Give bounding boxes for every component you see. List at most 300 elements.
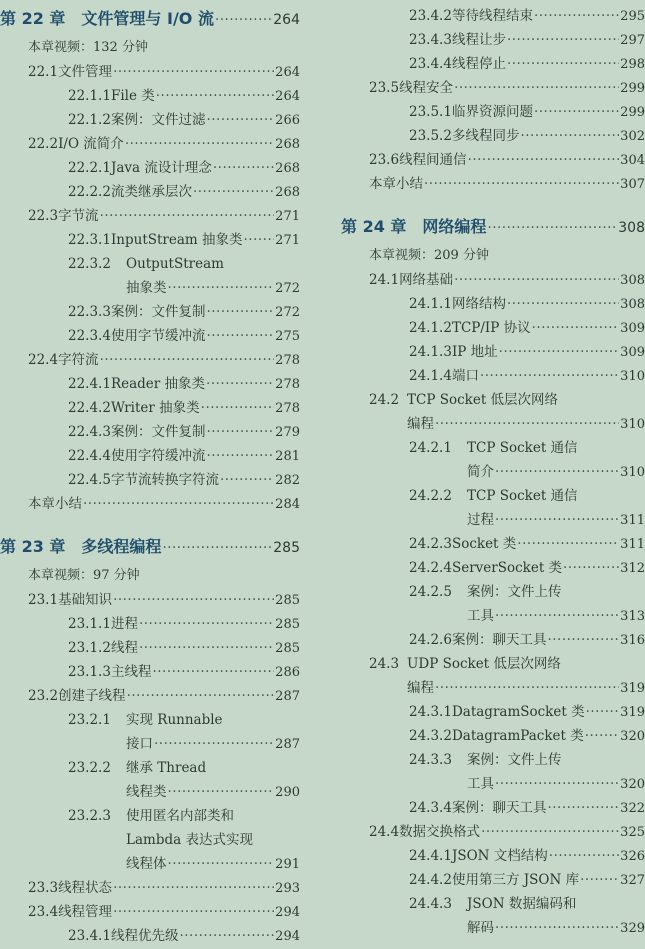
entry-title: IP 地址 [451, 344, 498, 360]
entry-number: 22.3.3 [68, 304, 111, 320]
entry-number: 24.4.3 [409, 896, 452, 912]
leader-dots [201, 396, 275, 420]
entry-title: File 类 [110, 88, 155, 104]
toc-entry-summary [0, 492, 300, 516]
leader-dots [481, 820, 619, 844]
page-number: 326 [620, 849, 645, 864]
entry-title: 多线程同步 [451, 128, 520, 144]
page-number: 278 [275, 377, 300, 392]
leader-dots [532, 316, 620, 340]
entry-number: 24.2.4 [409, 560, 452, 576]
leader-dots [139, 636, 274, 660]
leader-dots [206, 372, 274, 396]
entry-title: 数据交换格式 [399, 824, 481, 840]
page-number: 266 [275, 113, 300, 128]
page-number: 319 [620, 705, 645, 720]
toc-entry [341, 724, 645, 748]
entry-title: 案例：文件上传 [467, 752, 562, 768]
entry-number: 22.3.1 [68, 232, 111, 248]
entry-number: 22.2.1 [68, 160, 111, 176]
page-number: 287 [275, 689, 300, 704]
entry-title: 使用字节缓冲流 [110, 328, 206, 344]
entry-title: 本章视频：97 分钟 [28, 568, 140, 583]
leader-dots [162, 533, 272, 563]
page-number: 320 [620, 777, 645, 792]
toc-entry-summary [341, 172, 645, 196]
page-number: 308 [620, 273, 645, 288]
page-number: 293 [275, 881, 300, 896]
leader-dots [127, 684, 275, 708]
leader-dots [507, 52, 619, 76]
toc-entry [0, 348, 300, 372]
leader-dots [154, 732, 274, 756]
page-number: 264 [273, 12, 300, 28]
entry-number: 第 23 章 [0, 537, 66, 556]
entry-number: 24.2.5 [409, 584, 452, 600]
page-number: 310 [620, 369, 645, 384]
entry-number: 22.2.2 [68, 184, 111, 200]
toc-entry [0, 60, 300, 84]
toc-entry [0, 324, 300, 348]
entry-title-continued: 线程体 [126, 856, 167, 872]
leader-dots [206, 420, 274, 444]
entry-number: 24.3.2 [409, 728, 452, 744]
page-number: 264 [275, 89, 300, 104]
entry-number: 22.4.2 [68, 400, 111, 416]
entry-number: 23.4.2 [409, 8, 452, 24]
page-number: 272 [275, 305, 300, 320]
entry-title: 本章小结 [369, 176, 423, 192]
page-number: 287 [275, 737, 300, 752]
entry-title: 线程状态 [58, 880, 113, 896]
toc-entry [341, 340, 645, 364]
leader-dots [125, 132, 274, 156]
toc-entry [341, 124, 645, 148]
leader-dots [547, 796, 619, 820]
entry-title: 文件管理 [58, 64, 113, 80]
leader-dots [100, 348, 275, 372]
toc-entry [0, 900, 300, 924]
toc-entry [341, 748, 645, 772]
toc-entry [341, 700, 645, 724]
entry-title: 创建子线程 [58, 688, 126, 704]
leader-dots [563, 556, 619, 580]
toc-entry [0, 876, 300, 900]
entry-title-continued: 过程 [467, 512, 494, 528]
entry-number: 24.3.1 [409, 704, 452, 720]
entry-title: 线程停止 [451, 56, 506, 72]
entry-title-continued: 线程类 [126, 784, 167, 800]
entry-number: 22.1 [28, 64, 59, 80]
page-number: 285 [275, 641, 300, 656]
toc-entry [0, 180, 300, 204]
page-number: 294 [275, 905, 300, 920]
page-number: 304 [620, 153, 645, 168]
toc-entry [341, 436, 645, 460]
entry-title-continuation [0, 732, 300, 756]
toc-entry [341, 868, 645, 892]
entry-number: 23.2.2 [68, 760, 111, 776]
entry-title: 线程优先级 [110, 928, 179, 944]
entry-title-continuation [341, 508, 645, 532]
page-number: 311 [620, 537, 645, 552]
page-number: 294 [275, 929, 300, 944]
entry-title: ServerSocket 类 [451, 560, 563, 576]
leader-dots [213, 156, 274, 180]
entry-number: 23.4 [28, 904, 59, 920]
entry-number: 23.4.1 [68, 928, 111, 944]
chapter-heading [0, 4, 300, 34]
page-number: 298 [620, 57, 645, 72]
entry-title: 基础知识 [58, 592, 113, 608]
entry-title-continuation [0, 276, 300, 300]
chapter-heading [0, 532, 300, 562]
entry-number: 23.4.3 [409, 32, 452, 48]
entry-title: UDP Socket 低层次网络 [407, 656, 561, 672]
entry-title: 多线程编程 [81, 537, 162, 556]
entry-number: 24.1 [369, 272, 400, 288]
page-number: 268 [275, 161, 300, 176]
entry-title: DatagramPacket 类 [451, 728, 584, 744]
entry-title-continuation [341, 772, 645, 796]
entry-number: 23.5.1 [409, 104, 452, 120]
entry-number: 24.3.3 [409, 752, 452, 768]
page-number: 282 [275, 473, 300, 488]
entry-number: 23.5 [369, 80, 400, 96]
leader-dots [152, 660, 274, 684]
page-number: 302 [620, 129, 645, 144]
entry-title: TCP Socket 低层次网络 [407, 392, 559, 408]
page-number: 329 [620, 921, 645, 936]
entry-number: 24.3 [369, 656, 400, 672]
leader-dots [549, 844, 619, 868]
page-number: 299 [620, 105, 645, 120]
leader-dots [468, 148, 620, 172]
entry-number: 23.2.3 [68, 808, 111, 824]
entry-number: 22.4.1 [68, 376, 111, 392]
entry-title: 线程 [110, 640, 138, 656]
entry-number: 第 22 章 [0, 9, 66, 28]
entry-title: 使用匿名内部类和 [126, 808, 234, 824]
toc-entry [0, 228, 300, 252]
entry-title-continued: 工具 [467, 608, 494, 624]
leader-dots [100, 204, 275, 228]
entry-title: Socket 类 [451, 536, 517, 552]
chapter-video-duration [0, 564, 300, 588]
entry-title-continuation [341, 916, 645, 940]
entry-number: 22.4.3 [68, 424, 111, 440]
leader-dots [517, 532, 619, 556]
leader-dots [193, 180, 274, 204]
chapter-heading [341, 212, 645, 242]
entry-number: 24.1.4 [409, 368, 452, 384]
entry-title-continued: 抽象类 [126, 280, 167, 296]
chapter-video-duration [0, 36, 300, 60]
toc-entry [341, 76, 645, 100]
entry-title: 字符流 [58, 352, 99, 368]
entry-number: 24.1.2 [409, 320, 452, 336]
entry-title: 实现 Runnable [126, 712, 223, 728]
page-number: 308 [618, 220, 645, 236]
entry-title-continuation [0, 828, 300, 852]
leader-dots [499, 340, 620, 364]
entry-number: 22.4.4 [68, 448, 111, 464]
entry-number: 23.4.4 [409, 56, 452, 72]
toc-entry [341, 580, 645, 604]
entry-number: 24.2.3 [409, 536, 452, 552]
entry-number: 22.2 [28, 136, 59, 152]
page-number: 320 [620, 729, 645, 744]
toc-entry [341, 796, 645, 820]
page-number: 272 [275, 281, 300, 296]
toc-entry [0, 924, 300, 948]
leader-dots [487, 213, 617, 243]
leader-dots [454, 76, 619, 100]
entry-title: 字节流转换字符流 [110, 472, 219, 488]
page-number: 297 [620, 33, 645, 48]
entry-title: 网络结构 [451, 296, 506, 312]
entry-number: 23.2 [28, 688, 59, 704]
toc-entry [0, 252, 300, 276]
entry-number: 24.2.1 [409, 440, 452, 456]
entry-title: 等待线程结束 [451, 8, 533, 24]
leader-dots [520, 124, 619, 148]
page-number: 313 [620, 609, 645, 624]
leader-dots [113, 900, 274, 924]
leader-dots [113, 60, 274, 84]
page-number: 310 [620, 417, 645, 432]
toc-entry [0, 156, 300, 180]
toc-entry [0, 612, 300, 636]
entry-title-continuation [0, 780, 300, 804]
toc-entry [0, 84, 300, 108]
entry-number: 24.1.1 [409, 296, 452, 312]
entry-number: 第 24 章 [341, 217, 407, 236]
leader-dots [585, 724, 619, 748]
entry-title: 本章小结 [28, 496, 82, 512]
page-number: 264 [275, 65, 300, 80]
page-number: 310 [620, 465, 645, 480]
page-number: 311 [620, 513, 645, 528]
toc-entry [0, 108, 300, 132]
entry-title: 线程间通信 [399, 152, 467, 168]
entry-title-continuation [341, 412, 645, 436]
toc-entry [0, 636, 300, 660]
page-number: 281 [275, 449, 300, 464]
toc-entry [341, 52, 645, 76]
leader-dots [244, 228, 275, 252]
page-number: 271 [275, 209, 300, 224]
toc-entry [0, 684, 300, 708]
entry-title: 继承 Thread [126, 760, 207, 776]
toc-entry [0, 420, 300, 444]
entry-title: 案例：聊天工具 [451, 632, 547, 648]
entry-number: 22.3.4 [68, 328, 111, 344]
page-number: 327 [620, 873, 645, 888]
page-number: 285 [275, 617, 300, 632]
leader-dots [495, 460, 619, 484]
toc-entry [341, 316, 645, 340]
entry-title-continued: 接口 [126, 736, 153, 752]
leader-dots [547, 628, 619, 652]
entry-number: 24.2 [369, 392, 400, 408]
entry-number: 24.2.6 [409, 632, 452, 648]
entry-title: 文件管理与 I/O 流 [81, 9, 214, 28]
entry-title-continued: 解码 [467, 920, 494, 936]
leader-dots [139, 612, 274, 636]
page-number: 312 [620, 561, 645, 576]
entry-title: 线程让步 [451, 32, 506, 48]
page-number: 309 [620, 321, 645, 336]
entry-number: 23.3 [28, 880, 59, 896]
entry-number: 23.1 [28, 592, 59, 608]
entry-title: TCP Socket 通信 [467, 440, 578, 456]
toc-entry [341, 532, 645, 556]
entry-title-continued: Lambda 表达式实现 [126, 832, 253, 848]
page-number: 290 [275, 785, 300, 800]
entry-number: 22.3.2 [68, 256, 111, 272]
entry-title: 案例：聊天工具 [451, 800, 547, 816]
toc-entry [341, 556, 645, 580]
leader-dots [168, 780, 275, 804]
toc-entry [0, 300, 300, 324]
entry-title-continuation [341, 604, 645, 628]
toc-entry [0, 804, 300, 828]
page-number: 291 [275, 857, 300, 872]
entry-title: JSON 数据编码和 [467, 896, 577, 912]
entry-title-continuation [341, 676, 645, 700]
leader-dots [435, 412, 619, 436]
entry-number: 22.4.5 [68, 472, 111, 488]
entry-title: 进程 [110, 616, 138, 632]
entry-title: JSON 文档结构 [451, 848, 548, 864]
leader-dots [113, 588, 274, 612]
toc-entry [341, 820, 645, 844]
toc-entry [341, 28, 645, 52]
toc-entry [341, 652, 645, 676]
leader-dots [480, 364, 619, 388]
leader-dots [580, 868, 619, 892]
leader-dots [168, 276, 275, 300]
entry-title: 网络基础 [399, 272, 454, 288]
leader-dots [507, 28, 619, 52]
entry-title: 字节流 [58, 208, 99, 224]
entry-title: OutputStream [126, 256, 224, 272]
toc-entry [341, 628, 645, 652]
entry-number: 22.1.1 [68, 88, 111, 104]
toc-entry [0, 588, 300, 612]
toc-entry [341, 892, 645, 916]
entry-title: 使用第三方 JSON 库 [451, 872, 580, 888]
leader-dots [206, 444, 274, 468]
leader-dots [435, 676, 619, 700]
toc-entry [0, 444, 300, 468]
leader-dots [215, 5, 272, 35]
leader-dots [168, 852, 275, 876]
entry-number: 23.1.2 [68, 640, 111, 656]
entry-number: 22.3 [28, 208, 59, 224]
entry-title: 案例：文件过滤 [110, 112, 206, 128]
entry-title: 线程管理 [58, 904, 113, 920]
entry-title: 线程安全 [399, 80, 454, 96]
entry-number: 24.2.2 [409, 488, 452, 504]
entry-title: TCP/IP 协议 [451, 320, 531, 336]
leader-dots [586, 700, 620, 724]
page-number: 295 [620, 9, 645, 24]
entry-title: 流类继承层次 [110, 184, 192, 200]
chapter-video-duration [341, 244, 645, 268]
leader-dots [507, 292, 619, 316]
entry-title: Writer 抽象类 [110, 400, 200, 416]
leader-dots [220, 468, 274, 492]
page-number: 316 [620, 633, 645, 648]
leader-dots [495, 508, 619, 532]
toc-entry [0, 132, 300, 156]
entry-title: Reader 抽象类 [110, 376, 206, 392]
page-number: 308 [620, 297, 645, 312]
entry-number: 23.1.1 [68, 616, 111, 632]
page-number: 319 [620, 681, 645, 696]
page-number: 322 [620, 801, 645, 816]
entry-title: 案例：文件上传 [467, 584, 562, 600]
leader-dots [113, 876, 274, 900]
toc-entry [0, 468, 300, 492]
entry-title-continued: 工具 [467, 776, 494, 792]
page-number: 309 [620, 345, 645, 360]
toc-entry [0, 204, 300, 228]
entry-number: 22.4 [28, 352, 59, 368]
entry-title: 案例：文件复制 [110, 424, 206, 440]
entry-number: 23.6 [369, 152, 400, 168]
entry-title: 使用字符缓冲流 [110, 448, 206, 464]
toc-entry [341, 268, 645, 292]
entry-title: 网络编程 [422, 217, 487, 236]
entry-title: I/O 流简介 [58, 136, 124, 152]
entry-title-continued: 简介 [467, 464, 494, 480]
entry-title-continuation [341, 460, 645, 484]
page-number: 299 [620, 81, 645, 96]
page-number: 279 [275, 425, 300, 440]
entry-title-continued: 编程 [407, 680, 434, 696]
page-number: 271 [275, 233, 300, 248]
entry-title: 主线程 [110, 664, 152, 680]
toc-entry [341, 844, 645, 868]
entry-title-continued: 编程 [407, 416, 434, 432]
entry-number: 24.1.3 [409, 344, 452, 360]
page-number: 278 [275, 401, 300, 416]
entry-title: 本章视频：132 分钟 [28, 40, 148, 55]
entry-number: 24.3.4 [409, 800, 452, 816]
entry-number: 23.5.2 [409, 128, 452, 144]
toc-entry [341, 292, 645, 316]
toc-entry [0, 756, 300, 780]
leader-dots [495, 772, 619, 796]
leader-dots [424, 172, 619, 196]
leader-dots [495, 604, 619, 628]
entry-number: 23.2.1 [68, 712, 111, 728]
entry-title: InputStream 抽象类 [110, 232, 243, 248]
toc-entry [0, 372, 300, 396]
entry-number: 24.4.1 [409, 848, 452, 864]
page-number: 286 [275, 665, 300, 680]
entry-title: 本章视频：209 分钟 [369, 248, 489, 263]
leader-dots [206, 108, 274, 132]
toc-entry [341, 388, 645, 412]
page-number: 285 [275, 593, 300, 608]
entry-title-continuation [0, 852, 300, 876]
entry-number: 22.1.2 [68, 112, 111, 128]
leader-dots [495, 916, 619, 940]
